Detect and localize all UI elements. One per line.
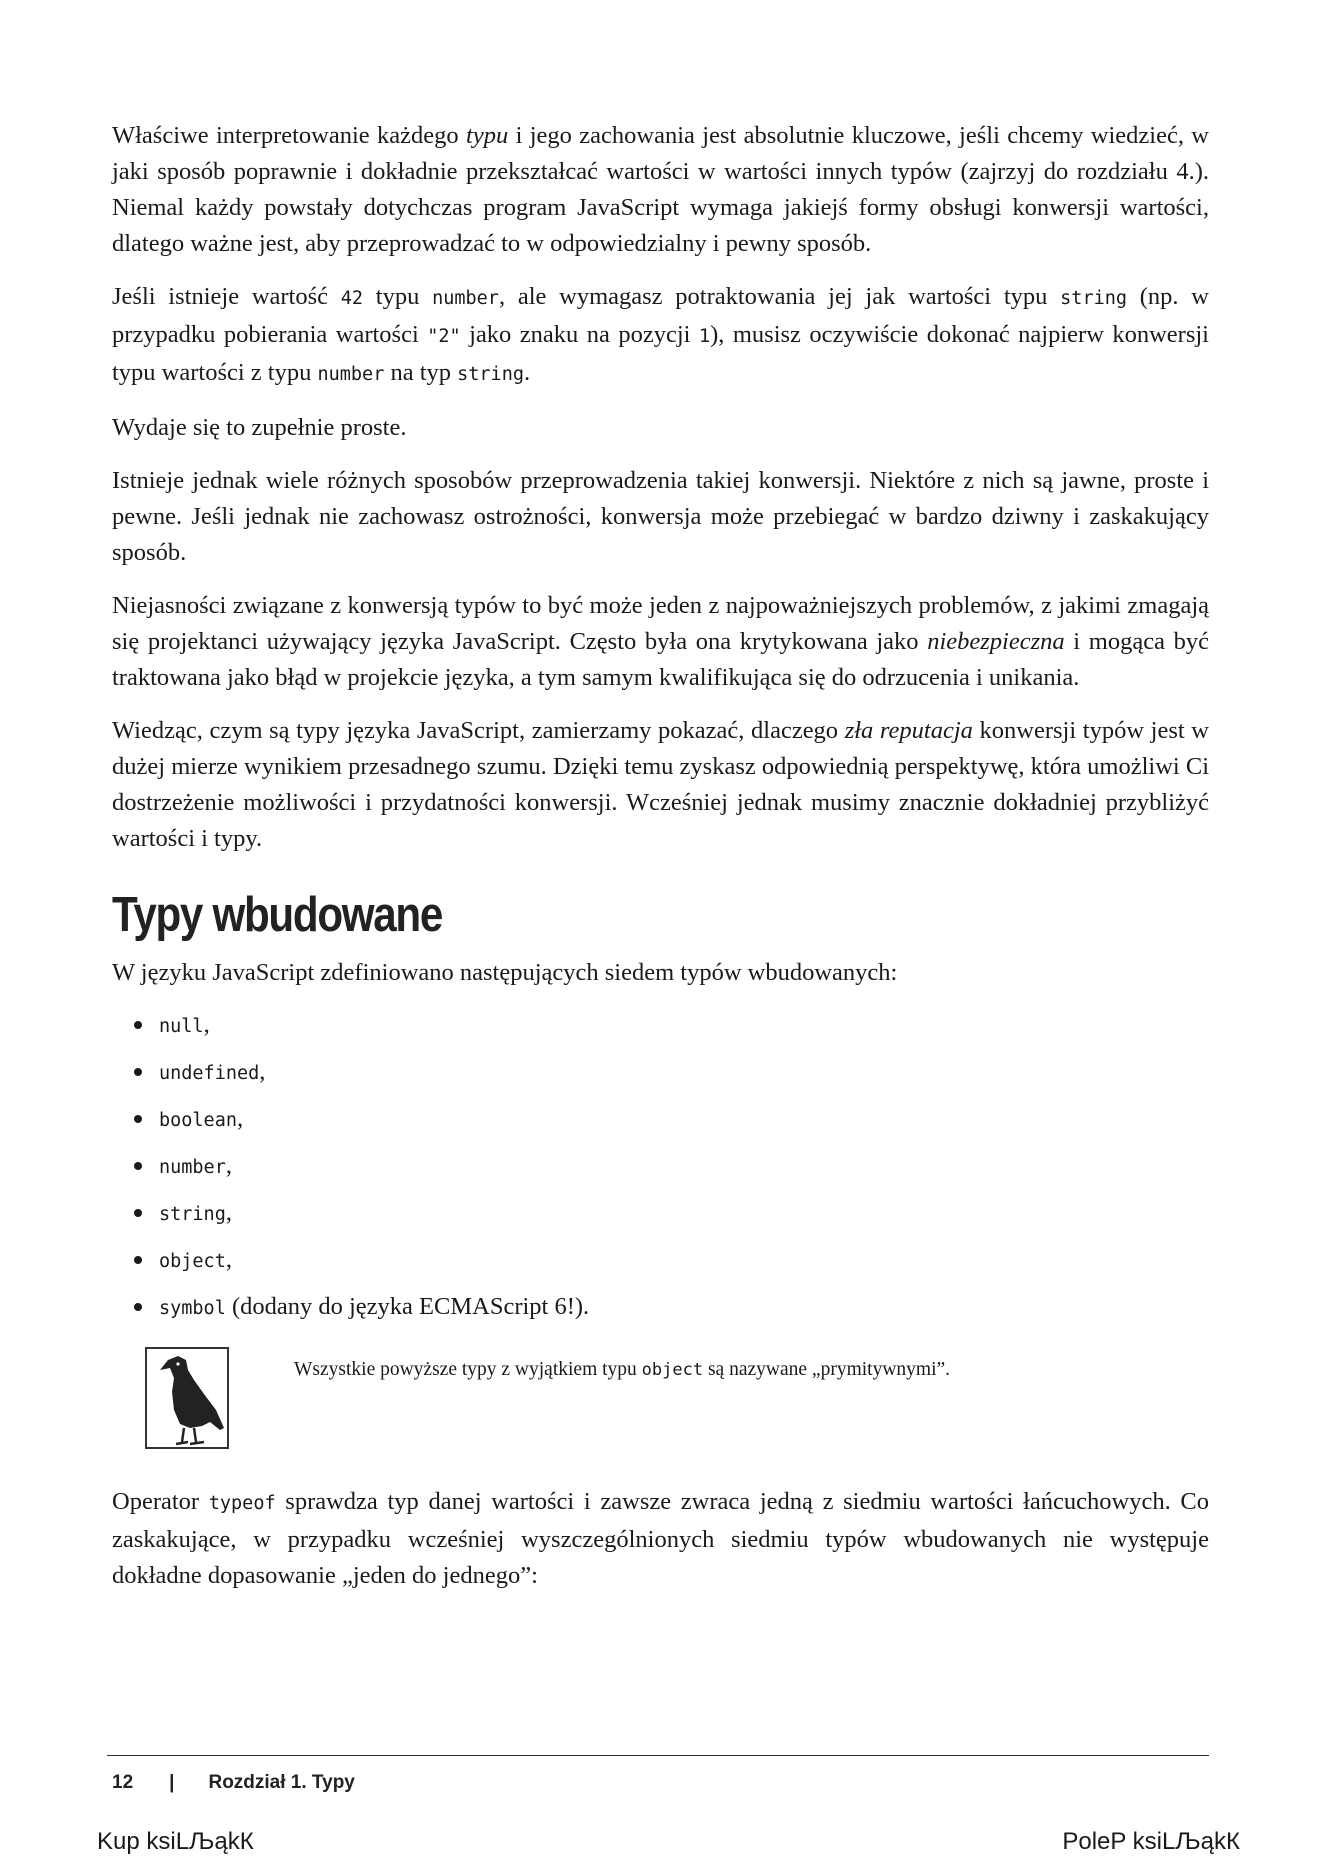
code-string: string xyxy=(1060,288,1127,309)
note-box xyxy=(112,1342,1209,1462)
paragraph-reputation: Wiedząc, czym są typy języka JavaScript, zamierzamy pokazać, dlaczego zła reputacja konwersji typów jest w dużej mierze wynikiem przesadnego szumu. Dzięki temu zyskasz odpowiednią perspektywę, która umożliwi Ci dostrzeżenie możliwości i przydatności konwersji. Wcześniej jednak musimy znacznie dokładniej przybliżyć wartości i typy. xyxy=(112,717,1209,852)
emphasis-niebezpieczna: niebezpieczna xyxy=(927,628,1065,655)
emphasis-typu: typu xyxy=(466,122,509,149)
page-content xyxy=(112,118,1209,1611)
paragraph-typeof: Operator typeof sprawdza typ danej wartości i zawsze zwraca jedną z siedmiu wartości łańcuchowych. Co zaskakujące, w przypadku wcześniej wyszczególnionych siedmiu typów wbudowanych nie występuje dokładne dopasowanie „jeden do jednego”: xyxy=(112,1488,1209,1589)
list-item: undefined, xyxy=(134,1048,1209,1095)
paragraph-simple: Wydaje się to zupełnie proste. xyxy=(112,414,407,441)
bullet-icon xyxy=(134,1115,142,1123)
bullet-icon xyxy=(134,1162,142,1170)
builtin-types-list xyxy=(112,1001,1209,1330)
code-typeof: typeof xyxy=(208,1493,276,1514)
list-item: boolean, xyxy=(134,1095,1209,1142)
crow-icon xyxy=(144,1346,236,1458)
paragraph-conversion-criticism: Niejasności związane z konwersją typów to być może jeden z najpoważniejszych problemów, z jakimi zmagają się projektanci używający języka JavaScript. Często była ona krytykowana jako niebezpieczna i mogąca być traktowana jako błąd w projekcie języka, a tym samym kwalifikująca się do odrzucenia i unikania. xyxy=(112,592,1209,691)
buy-book-link[interactable]: Kup ksiLЉąkК xyxy=(97,1828,254,1855)
bullet-icon xyxy=(134,1303,142,1311)
paragraph-conversion-methods: Istnieje jednak wiele różnych sposobów przeprowadzenia takiej konwersji. Niektóre z nich są jawne, proste i pewne. Jeśli jednak nie zachowasz ostrożności, konwersja może przebiegać w bardzo dziwny i zaskakujący sposób. xyxy=(112,467,1209,566)
code-1: 1 xyxy=(698,326,711,347)
page-number: 12 xyxy=(112,1772,134,1793)
note-text: Wszystkie powyższe typy z wyjątkiem typu object są nazywane „prymitywnymi”. xyxy=(294,1359,951,1380)
recommend-book-link[interactable]: PoleP ksiLЉąkК xyxy=(1062,1828,1240,1855)
code-42: 42 xyxy=(340,288,364,309)
bullet-icon xyxy=(134,1068,142,1076)
footer-divider xyxy=(107,1755,1209,1756)
chapter-title: Rozdział 1. Typy xyxy=(208,1772,355,1793)
page-footer xyxy=(112,1772,355,1794)
section-intro: W języku JavaScript zdefiniowano następujących siedem typów wbudowanych: xyxy=(112,959,898,986)
list-item: symbol (dodany do języka ECMAScript 6!). xyxy=(134,1283,1209,1330)
bullet-icon xyxy=(134,1256,142,1264)
list-item: string, xyxy=(134,1189,1209,1236)
code-object: object xyxy=(641,1360,704,1380)
footer-separator: | xyxy=(169,1772,175,1793)
bullet-icon xyxy=(134,1209,142,1217)
paragraph-types-importance: Właściwe interpretowanie każdego typu i jego zachowania jest absolutnie kluczowe, jeśli chcemy wiedzieć, w jaki sposób poprawnie i dokładnie przekształcać wartości w wartości innych typów (zajrzyj do rozdziału 4.). Niemal każdy powstały dotychczas program JavaScript wymaga jakiejś formy obsługi konwersji wartości, dlatego ważne jest, aby przeprowadzać to w odpowiedzialny i pewny sposób. xyxy=(112,122,1210,257)
list-item: object, xyxy=(134,1236,1209,1283)
code-string: string xyxy=(457,364,524,385)
emphasis-zla-reputacja: zła reputacja xyxy=(844,717,973,744)
section-heading: Typy wbudowane xyxy=(112,888,443,942)
list-item: null, xyxy=(134,1001,1209,1048)
list-item: number, xyxy=(134,1142,1209,1189)
bullet-icon xyxy=(134,1021,142,1029)
code-quoted-2: "2" xyxy=(427,326,461,347)
code-number: number xyxy=(317,364,385,385)
code-number: number xyxy=(432,288,499,309)
paragraph-conversion-example: Jeśli istnieje wartość 42 typu number, ale wymagasz potraktowania jej jak wartości typu string (np. w przypadku pobierania wartości "2" jako znaku na pozycji 1), musisz oczywiście dokonać najpierw konwersji typu wartości z typu number na typ string. xyxy=(112,283,1209,386)
